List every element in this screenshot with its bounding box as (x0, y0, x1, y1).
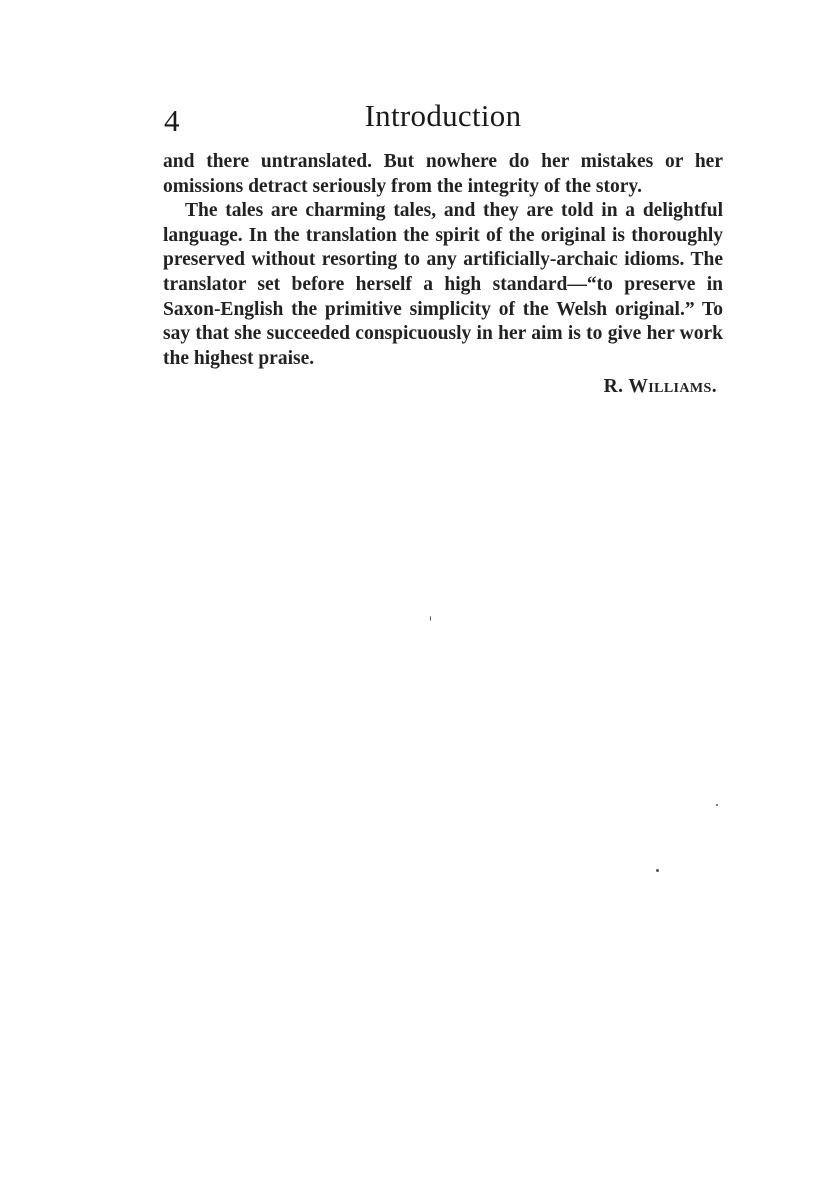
scan-speck (716, 804, 718, 806)
body-text (163, 150, 723, 371)
author-signature: R. Williams. (603, 376, 717, 398)
scan-speck (430, 616, 431, 621)
running-head (163, 96, 723, 138)
paragraph: The tales are charming tales, and they are told in a delightful language. In the translation the spirit of the original is thoroughly preserved without resorting to any artificially-archaic idioms. The translator set before herself a high standard—“to preserve in Saxon-English the primitive simplicity of the Welsh original.” To say that she succeeded conspicuously in her aim is to give her work the highest praise. (163, 200, 723, 369)
paragraph-continued: and there untranslated. But nowhere do her mistakes or her omissions detract seriously from the integrity of the story. (163, 151, 723, 197)
running-title: Introduction (364, 98, 522, 133)
book-page (163, 96, 723, 399)
page-number: 4 (164, 103, 180, 138)
scan-speck (656, 869, 659, 872)
